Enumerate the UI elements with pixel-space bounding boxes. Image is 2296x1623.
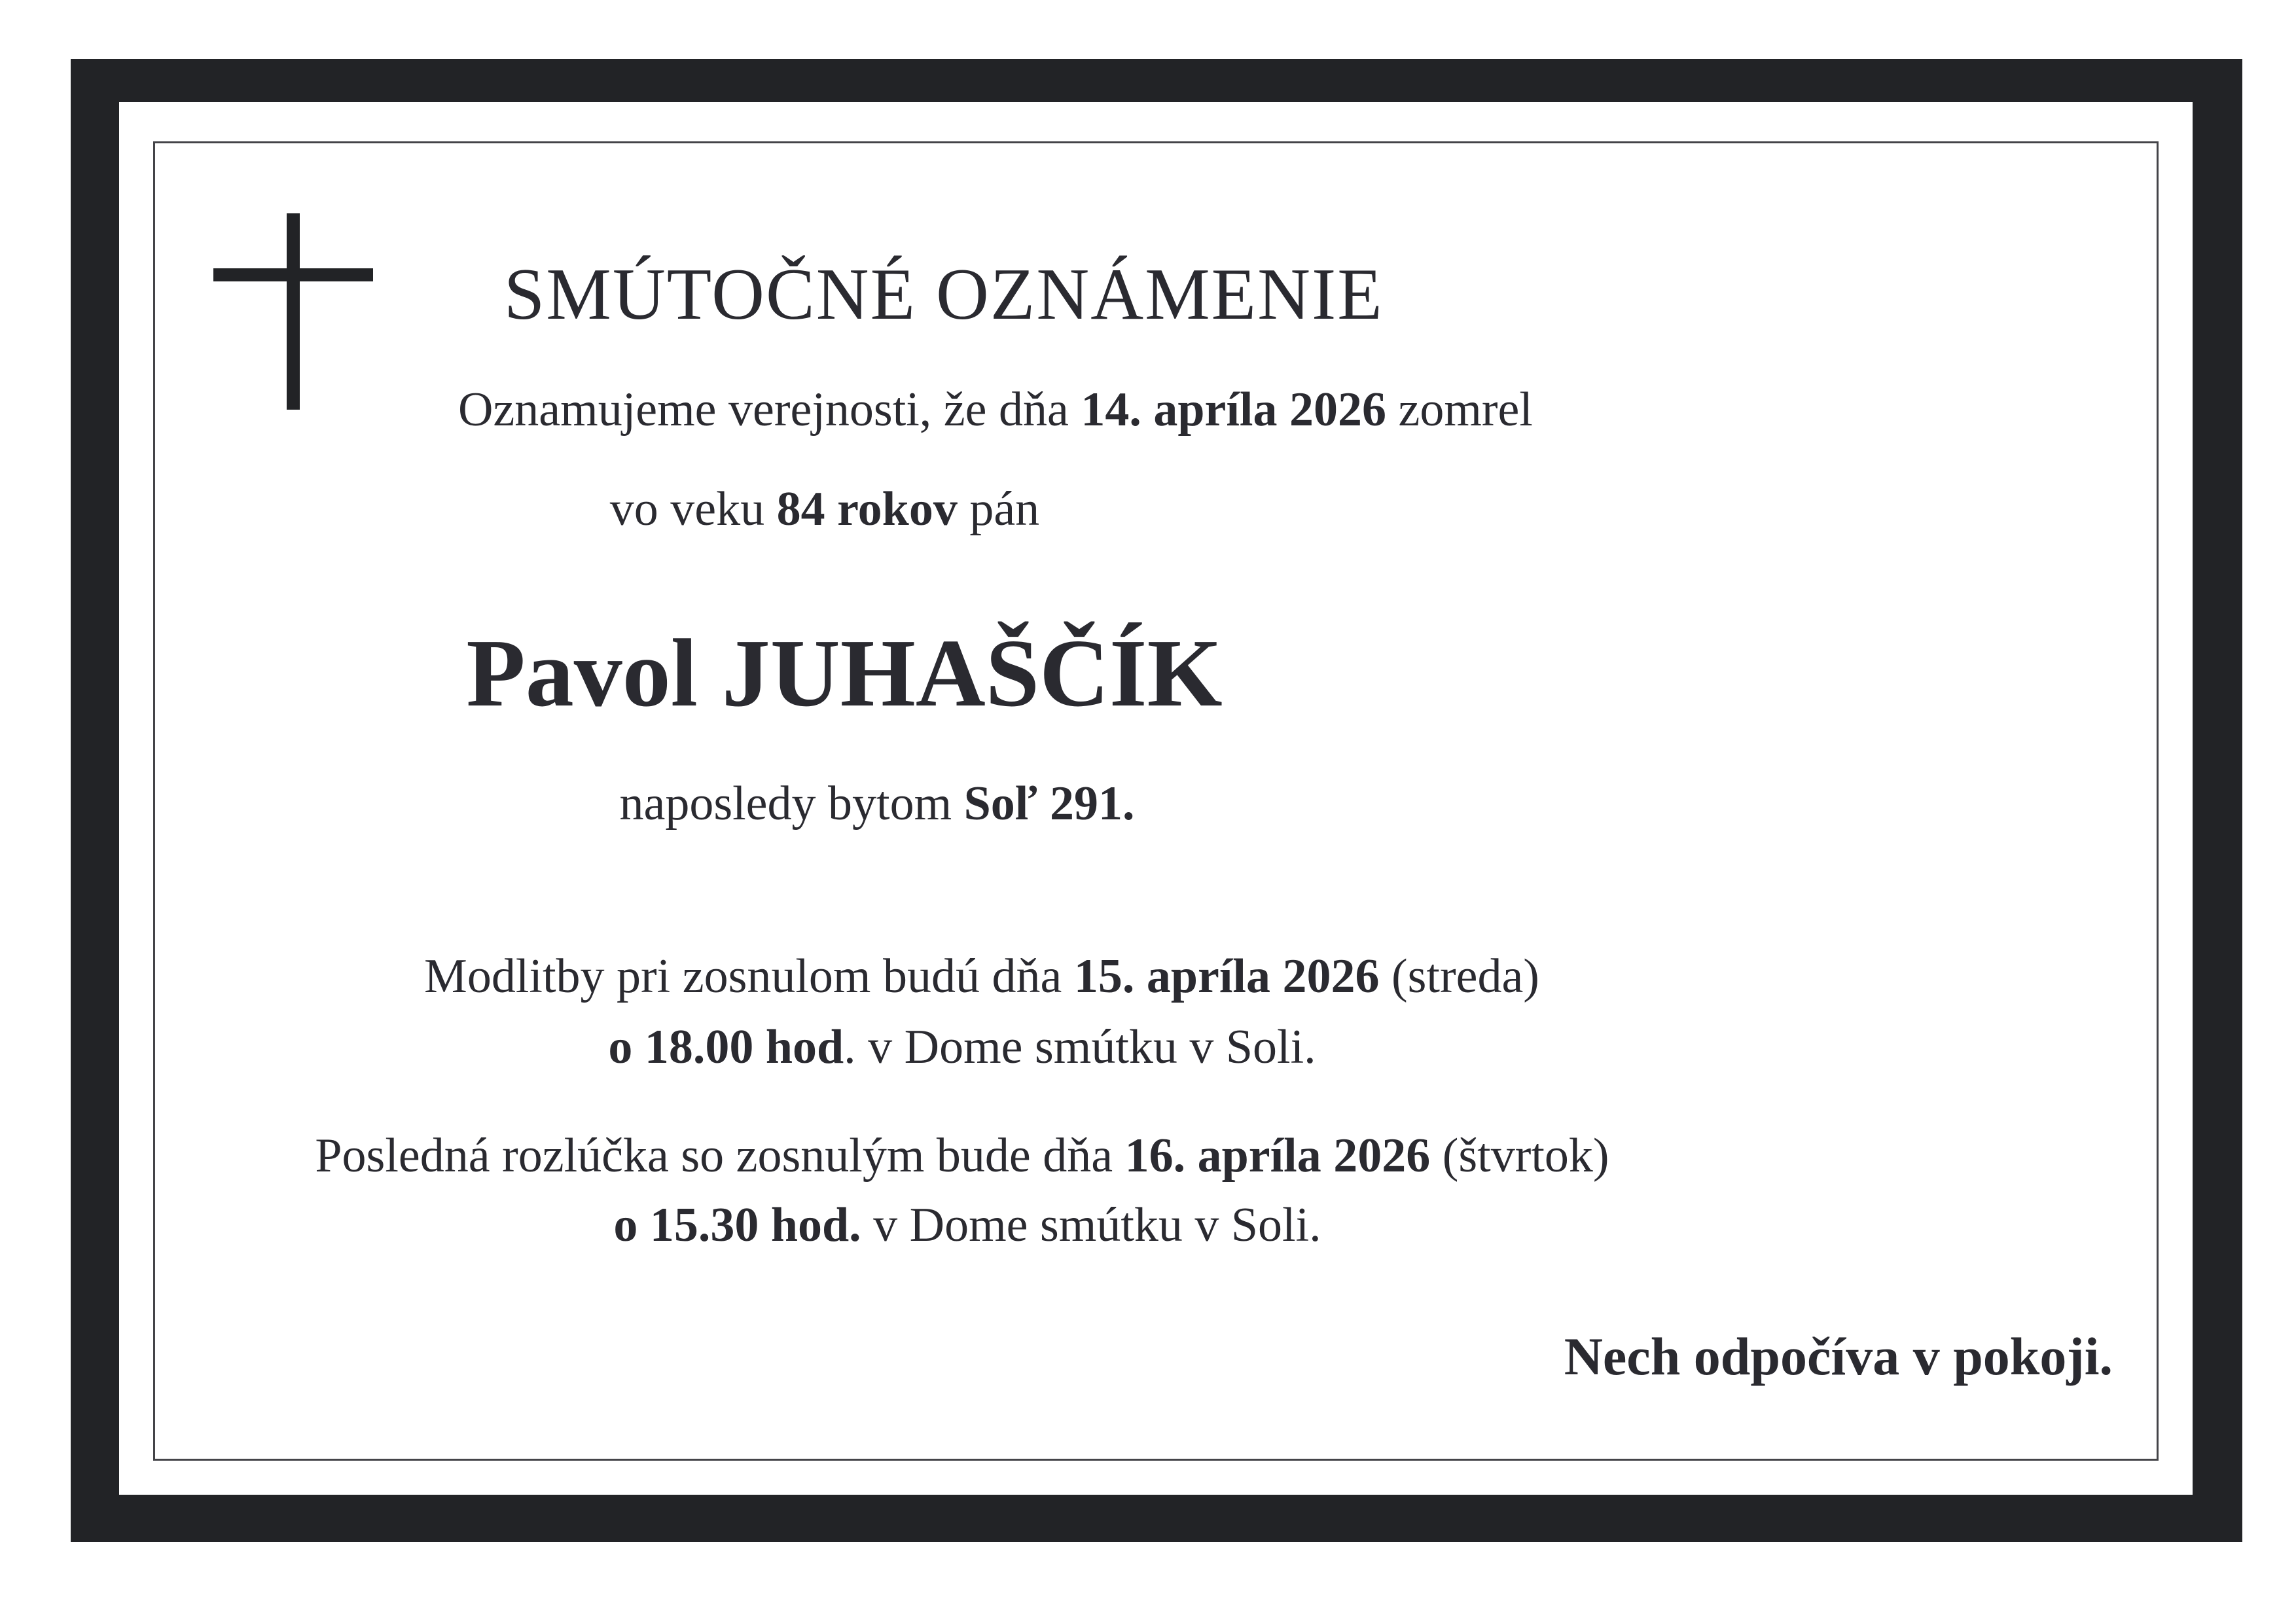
age-line bbox=[497, 482, 1152, 537]
closing-line: Nech odpočíva v pokoji. bbox=[1564, 1327, 2113, 1386]
age-pre: vo veku bbox=[609, 482, 777, 536]
notice-title: SMÚTOČNÉ OZNÁMENIE bbox=[504, 254, 1384, 335]
prayers-location: . v Dome smútku v Soli. bbox=[844, 1020, 1316, 1074]
residence-pre: naposledy bytom bbox=[619, 777, 964, 830]
prayers-date: 15. apríla 2026 bbox=[1073, 950, 1380, 1003]
announce-pre: Oznamujeme verejnosti, že dňa bbox=[458, 383, 1081, 437]
death-date: 14. apríla 2026 bbox=[1081, 383, 1386, 437]
prayers-pre: Modlitby pri zosnulom budú dňa bbox=[424, 950, 1074, 1003]
farewell-post: (štvrtok) bbox=[1430, 1129, 1609, 1183]
farewell-line bbox=[177, 1128, 1748, 1184]
age-value: 84 rokov bbox=[776, 482, 958, 536]
farewell-pre: Posledná rozlúčka so zosnulým bude dňa bbox=[315, 1129, 1125, 1183]
cross-icon bbox=[213, 213, 373, 410]
residence-line bbox=[550, 776, 1204, 832]
deceased-name: Pavol JUHAŠČÍK bbox=[466, 620, 1223, 727]
prayers-line bbox=[327, 949, 1636, 1005]
prayers-post: (streda) bbox=[1379, 950, 1539, 1003]
farewell-date: 16. apríla 2026 bbox=[1124, 1129, 1431, 1183]
prayers-time-line bbox=[308, 1020, 1617, 1075]
farewell-location: v Dome smútku v Soli. bbox=[861, 1198, 1321, 1252]
farewell-time-line bbox=[313, 1198, 1622, 1253]
announce-post: zomrel bbox=[1386, 383, 1533, 437]
age-post: pán bbox=[957, 482, 1040, 536]
announce-line bbox=[458, 382, 1533, 438]
prayers-time: o 18.00 hod bbox=[608, 1020, 844, 1074]
residence-place: Soľ 291. bbox=[963, 777, 1135, 830]
farewell-time: o 15.30 hod. bbox=[613, 1198, 861, 1252]
